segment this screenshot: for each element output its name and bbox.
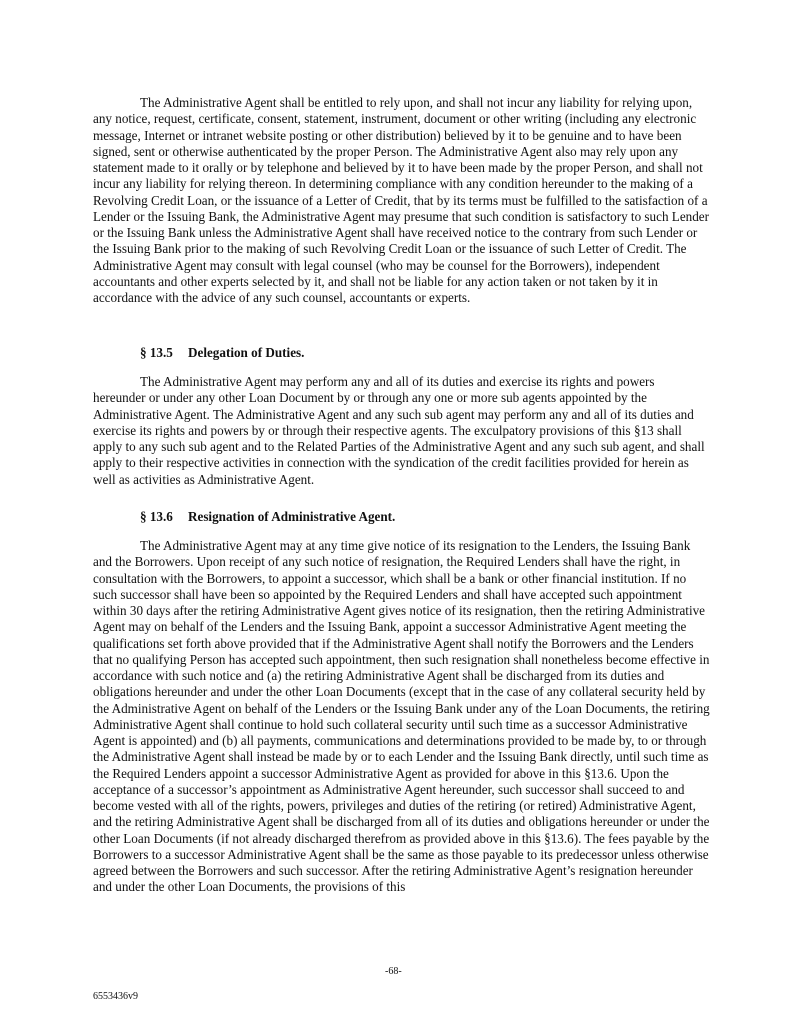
page-number: -68- [385,966,402,977]
section-heading-13-6 [140,509,395,525]
section-title: Resignation of Administrative Agent. [188,509,396,524]
section-number: § 13.5 [140,345,173,360]
section-number: § 13.6 [140,509,173,524]
section-title: Delegation of Duties. [188,345,305,360]
paragraph-delegation: The Administrative Agent may perform any and all of its duties and exercise its rights and powers hereunder or under any other Loan Document by or through any one or more sub agents appointed by the Administrative Agent. The Administrative Agent and any such sub agent may perform any and all of its duties and exercise its rights and powers by or through their respective agents. The exculpatory provisions of this §13 shall apply to any such sub agent and to the Related Parties of the Administrative Agent and any such sub agent, and shall apply to their respective activities in connection with the syndication of the credit facilities provided for herein as well as activities as Administrative Agent. [93,374,705,487]
paragraph-resignation: The Administrative Agent may at any time give notice of its resignation to the Lenders, the Issuing Bank and the Borrowers. Upon receipt of any such notice of resignation, the Required Lenders shall have the right, in consultation with the Borrowers, to appoint a successor, which shall be a bank or other financial institution. If no such successor shall have been so appointed by the Required Lenders and shall have accepted such appointment within 30 days after the retiring Administrative Agent gives notice of its resignation, then the retiring Administrative Agent may on behalf of the Lenders and the Issuing Bank, appoint a successor Administrative Agent meeting the qualifications set forth above provided that if the Administrative Agent shall notify the Borrowers and the Lenders that no qualifying Person has accepted such appointment, then such resignation shall nonetheless become effective in accordance with such notice and (a) the retiring Administrative Agent shall be discharged from its duties and obligations hereunder and under the other Loan Documents (except that in the case of any collateral security held by the Administrative Agent on behalf of the Lenders or the Issuing Bank under any of the Loan Documents, the retiring Administrative Agent shall continue to hold such collateral security until such time as a successor Administrative Agent is appointed) and (b) all payments, communications and determinations provided to be made by, to or through the Administrative Agent shall instead be made by or to each Lender and the Issuing Bank directly, until such time as the Required Lenders appoint a successor Administrative Agent as provided for above in this §13.6. Upon the acceptance of a successor’s appointment as Administrative Agent hereunder, such successor shall succeed to and become vested with all of the rights, powers, privileges and duties of the retiring (or retired) Administrative Agent, and the retiring Administrative Agent shall be discharged from all of its duties and obligations hereunder or under the other Loan Documents (if not already discharged therefrom as provided above in this §13.6). The fees payable by the Borrowers to a successor Administrative Agent shall be the same as those payable to its predecessor unless otherwise agreed between the Borrowers and such successor. After the retiring Administrative Agent’s resignation hereunder and under the other Loan Documents, the provisions of this [93,538,710,895]
document-id: 6553436v9 [93,991,138,1002]
section-heading-13-5 [140,345,304,361]
paragraph-reliance: The Administrative Agent shall be entitled to rely upon, and shall not incur any liability for relying upon, any notice, request, certificate, consent, statement, instrument, document or other writing (including any electronic message, Internet or intranet website posting or other distribution) believed by it to be genuine and to have been signed, sent or otherwise authenticated by the proper Person. The Administrative Agent also may rely upon any statement made to it orally or by telephone and believed by it to have been made by the proper Person, and shall not incur any liability for relying thereon. In determining compliance with any condition hereunder to the making of a Revolving Credit Loan, or the issuance of a Letter of Credit, that by its terms must be fulfilled to the satisfaction of a Lender or the Issuing Bank, the Administrative Agent may presume that such condition is satisfactory to such Lender or the Issuing Bank unless the Administrative Agent shall have received notice to the contrary from such Lender or the Issuing Bank prior to the making of such Revolving Credit Loan or the issuance of such Letter of Credit. The Administrative Agent may consult with legal counsel (who may be counsel for the Borrowers), independent accountants and other experts selected by it, and shall not be liable for any action taken or not taken by it in accordance with the advice of any such counsel, accountants or experts. [93,95,710,305]
